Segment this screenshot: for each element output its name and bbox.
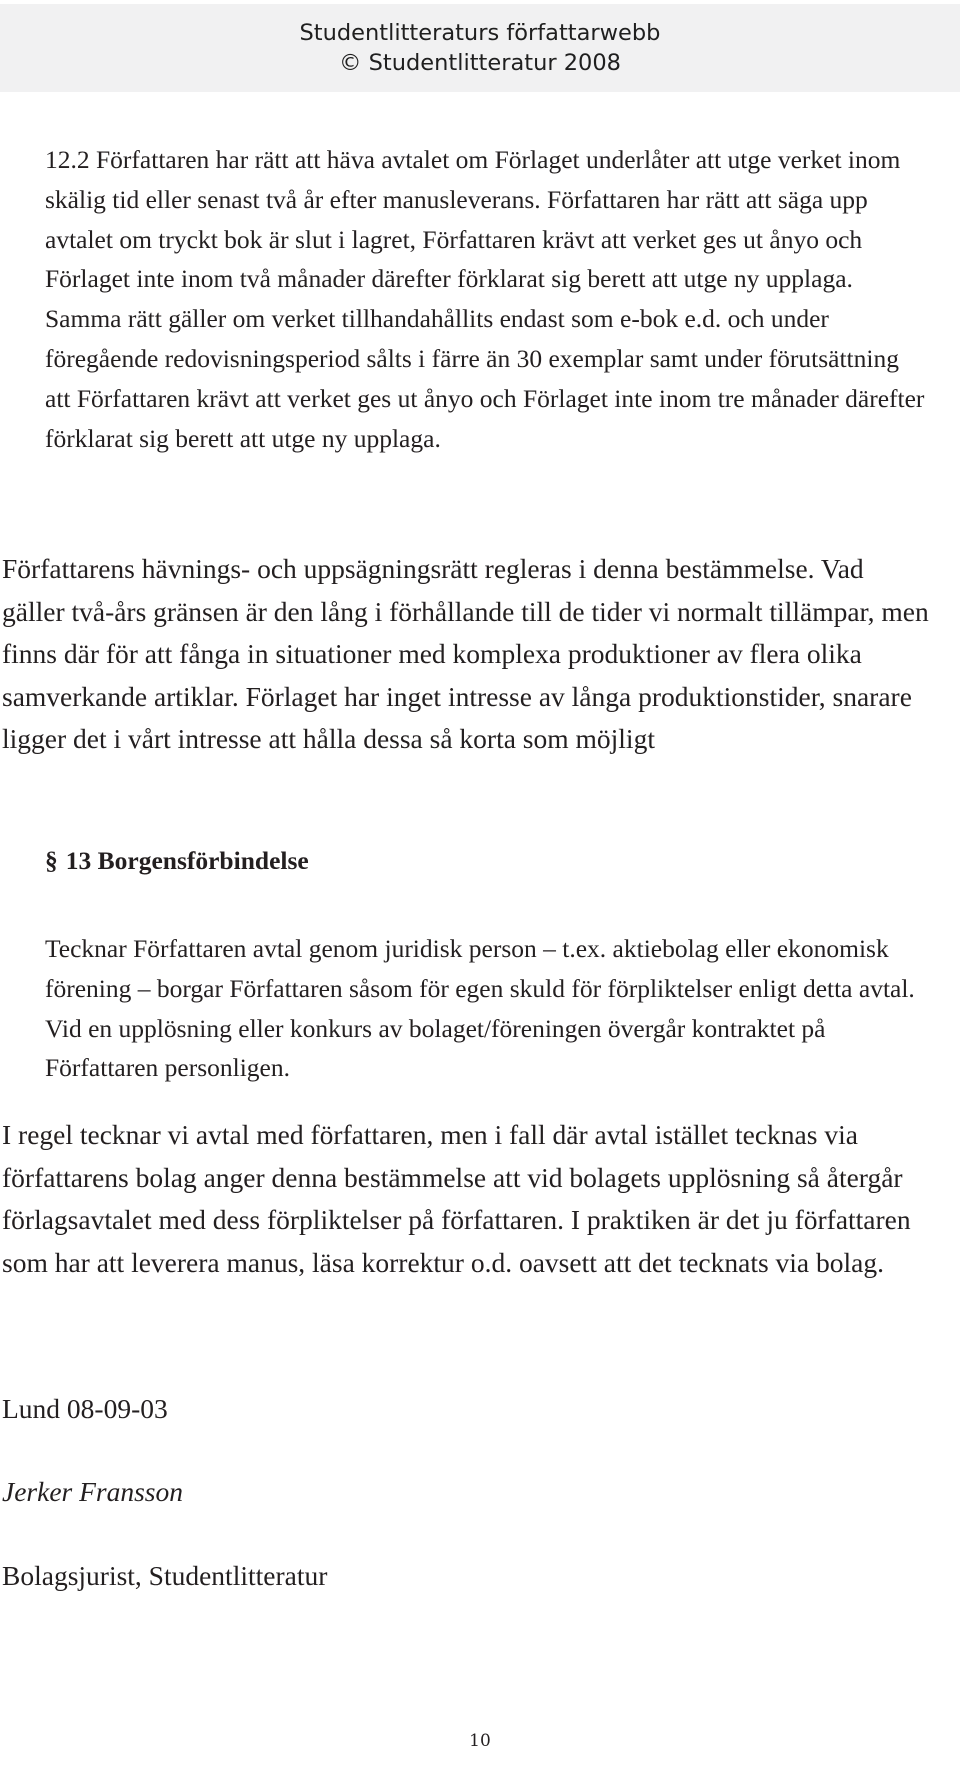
signature-place-date: Lund 08-09-03 [2,1393,168,1424]
comment-clause-12-text: Författarens hävnings- och uppsägningsrätt regleras i denna bestämmelse. Vad gäller två-års gränsen är den lång i förhållande till de tider vi normalt tillämpar, men finns där för att fånga in situationer med komplexa produktioner av flera olika samverkande artiklar. Förlaget har inget intresse av långa produktionstider, snarare ligger det i vårt intresse att hålla dessa så korta som möjligt [2,553,929,754]
comment-clause-13 [2,1114,932,1284]
clause-13 [45,929,925,1088]
clause-12-2 [45,140,925,458]
comment-clause-13-text: I regel tecknar vi avtal med författaren, men i fall där avtal istället tecknas via författarens bolag anger denna bestämmelse att vid bolagets upplösning så återgår förlagsavtalet med dess förpliktelser på författaren. I praktiken är det ju författaren som har att leverera manus, läsa korrektur o.d. oavsett att det tecknats via bolag. [2,1119,911,1278]
clause-12-2-text: 12.2 Författaren har rätt att häva avtalet om Förlaget underlåter att utge verket inom skälig tid eller senast två år efter manusleverans. Författaren har rätt att säga upp avtalet om tryckt bok är slut i lagret, Författaren krävt att verket ges ut ånyo och Förlaget inte inom två månader därefter förklarat sig berett att utge ny upplaga. Samma rätt gäller om verket tillhandahållits endast som e-bok e.d. och under föregående redovisningsperiod sålts i färre än 30 exemplar samt under förutsättning att Författaren krävt att verket ges ut ånyo och Förlaget inte inom tre månader därefter förklarat sig berett att utge ny upplaga. [45,145,925,453]
header-copyright: © Studentlitteratur 2008 [339,50,621,76]
clause-13-text: Tecknar Författaren avtal genom juridisk person – t.ex. aktiebolag eller ekonomisk förening – borgar Författaren såsom för egen skuld för förpliktelser enligt detta avtal. Vid en upplösning eller konkurs av bolaget/föreningen övergår kontraktet på Författaren personligen. [45,934,915,1083]
signature-name: Jerker Fransson [2,1476,184,1507]
header-title: Studentlitteraturs författarwebb [299,20,661,46]
comment-clause-12 [2,548,932,761]
page-header [0,4,960,92]
section-13-title: 13 Borgensförbindelse [65,846,309,875]
page-number: 10 [469,1731,491,1751]
signature-title: Bolagsjurist, Studentlitteratur [2,1560,328,1591]
section-13-heading [45,846,317,876]
section-symbol: § [45,846,58,875]
